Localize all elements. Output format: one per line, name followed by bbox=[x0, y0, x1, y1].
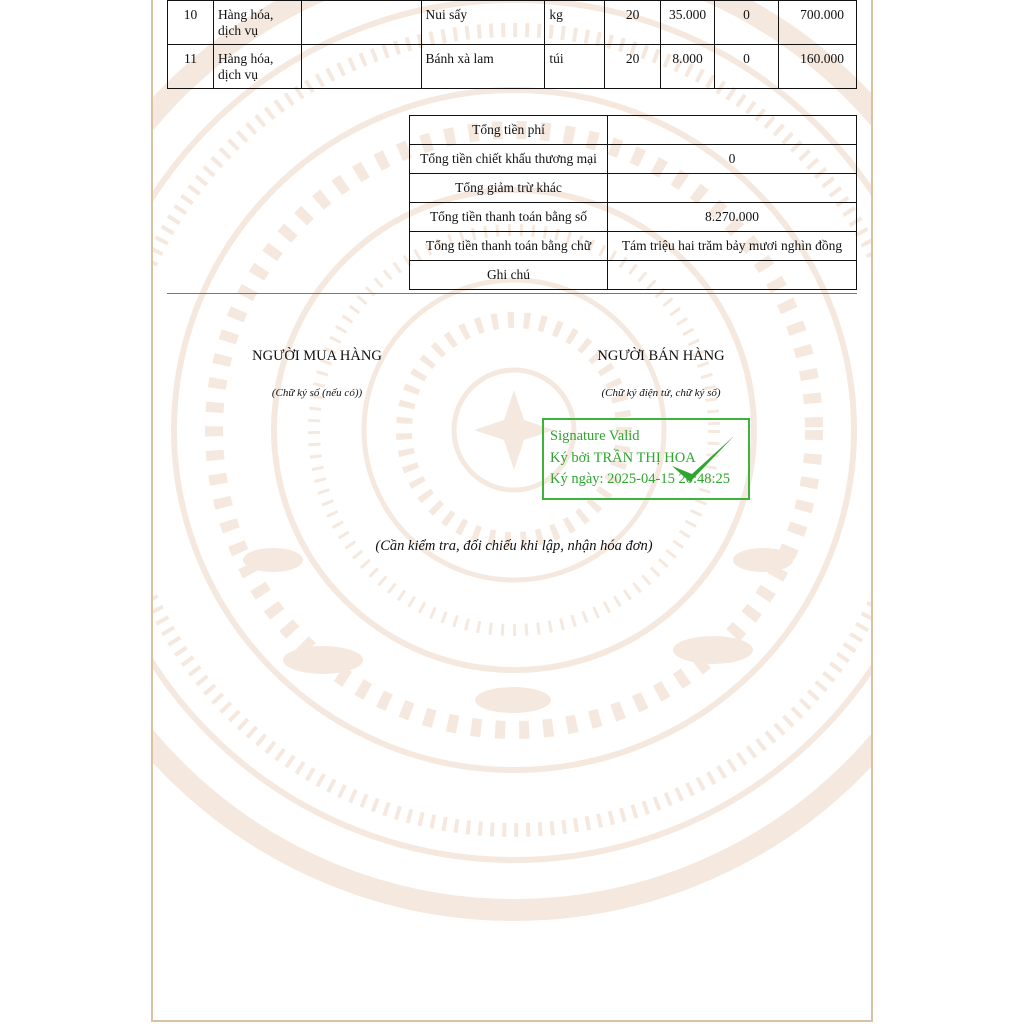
row-amount: 160.000 bbox=[778, 45, 856, 89]
note-label: Ghi chú bbox=[410, 261, 608, 290]
total-fee-value bbox=[608, 116, 857, 145]
buyer-title: NGƯỜI MUA HÀNG bbox=[252, 348, 382, 364]
total-words-value: Tám triệu hai trăm bảy mươi nghìn đồng bbox=[608, 232, 857, 261]
row-no: 11 bbox=[168, 45, 214, 89]
total-words-label: Tổng tiền thanh toán bằng chữ bbox=[410, 232, 608, 261]
divider bbox=[167, 293, 857, 294]
checkmark-icon bbox=[668, 432, 738, 492]
signature-status: Signature Valid bbox=[550, 428, 640, 444]
row-amount: 700.000 bbox=[778, 1, 856, 45]
row-type: Hàng hóa, dịch vụ bbox=[213, 1, 301, 45]
row-unit: túi bbox=[545, 45, 605, 89]
totals-row bbox=[410, 145, 857, 174]
totals-row bbox=[410, 174, 857, 203]
row-qty: 20 bbox=[605, 45, 661, 89]
note-value bbox=[608, 261, 857, 290]
total-deduction-value bbox=[608, 174, 857, 203]
invoice-items-table bbox=[167, 0, 857, 89]
total-deduction-label: Tổng giảm trừ khác bbox=[410, 174, 608, 203]
buyer-note: (Chữ ký số (nếu có)) bbox=[271, 387, 363, 399]
invoice-page bbox=[151, 0, 873, 1022]
signature-signer: Ký bởi TRẦN THỊ HOA bbox=[550, 449, 696, 466]
totals-row bbox=[410, 116, 857, 145]
seller-note: (Chữ ký điện tử, chữ ký số) bbox=[601, 387, 721, 399]
row-name: Bánh xà lam bbox=[421, 45, 545, 89]
total-number-value: 8.270.000 bbox=[608, 203, 857, 232]
table-row bbox=[168, 45, 857, 89]
row-discount: 0 bbox=[715, 1, 779, 45]
totals-row bbox=[410, 232, 857, 261]
total-discount-label: Tổng tiền chiết khấu thương mại bbox=[410, 145, 608, 174]
row-type: Hàng hóa, dịch vụ bbox=[213, 45, 301, 89]
table-row bbox=[168, 1, 857, 45]
row-price: 8.000 bbox=[661, 45, 715, 89]
totals-table bbox=[409, 115, 857, 290]
footnote: (Cần kiểm tra, đối chiếu khi lập, nhận hóa đơn) bbox=[375, 538, 653, 554]
totals-row bbox=[410, 261, 857, 290]
signature-date: Ký ngày: 2025-04-15 20:48:25 bbox=[550, 471, 731, 487]
row-price: 35.000 bbox=[661, 1, 715, 45]
total-number-label: Tổng tiền thanh toán bằng số bbox=[410, 203, 608, 232]
row-discount: 0 bbox=[715, 45, 779, 89]
seller-title: NGƯỜI BÁN HÀNG bbox=[597, 348, 725, 364]
total-discount-value: 0 bbox=[608, 145, 857, 174]
row-qty: 20 bbox=[605, 1, 661, 45]
totals-row bbox=[410, 203, 857, 232]
total-fee-label: Tổng tiền phí bbox=[410, 116, 608, 145]
row-code bbox=[301, 45, 421, 89]
row-no: 10 bbox=[168, 1, 214, 45]
row-unit: kg bbox=[545, 1, 605, 45]
row-name: Nui sấy bbox=[421, 1, 545, 45]
row-code bbox=[301, 1, 421, 45]
